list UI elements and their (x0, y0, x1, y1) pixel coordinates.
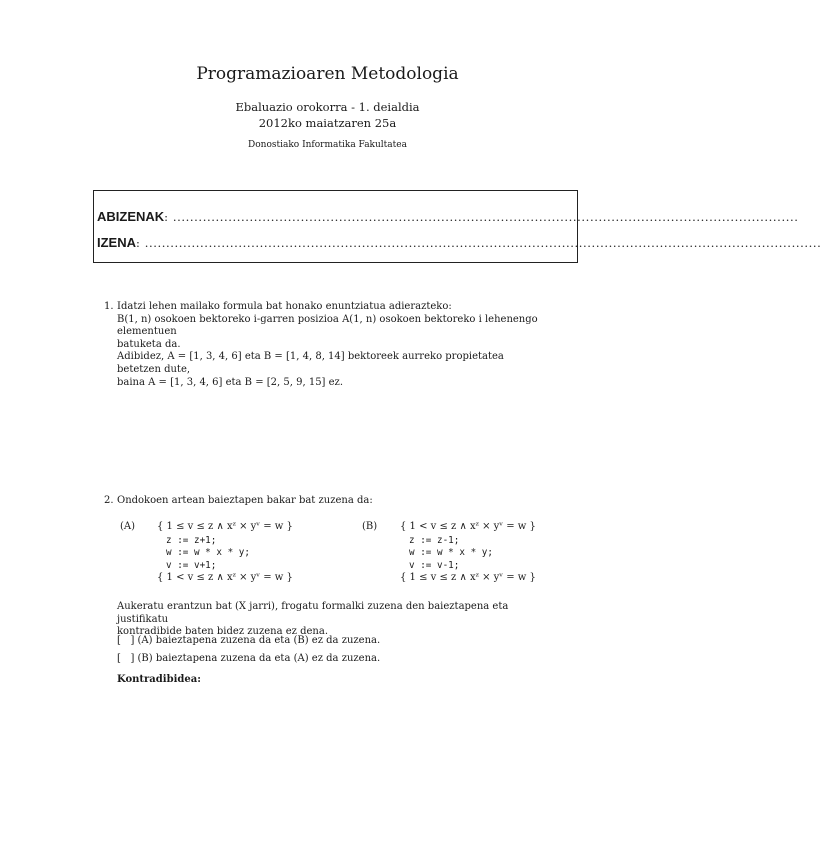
faculty: Donostiako Informatika Fakultatea (248, 140, 407, 150)
choice-a-label: (A) baieztapena zuzena da eta (B) ez da zuzena. (137, 635, 381, 646)
q1-line5: baina A = [1, 3, 4, 6] eta B = [2, 5, 9, 15] ez. (117, 376, 343, 388)
q2-instructions (117, 601, 547, 639)
option-a-code-line1: z := z+1; (166, 535, 217, 546)
choice-b[interactable] (117, 653, 380, 666)
option-b-code (409, 535, 493, 572)
option-b-precondition: { 1 < v ≤ z ∧ xᶻ × yᵛ = w } (400, 521, 536, 532)
q1-number: 1. (104, 301, 114, 312)
choice-b-checkbox[interactable]: [ ] (117, 653, 135, 664)
q2-number: 2. (104, 495, 114, 506)
option-b-code-line2: w := w * x * y; (409, 547, 493, 559)
q1-line3: batuketa da. (117, 338, 181, 350)
choice-b-label: (B) baieztapena zuzena da eta (A) ez da zuzena. (137, 653, 381, 664)
surname-field[interactable] (97, 209, 799, 224)
option-b-code-line3: v := v-1; (409, 559, 460, 571)
option-a-label: (A) (120, 521, 136, 532)
option-a-postcondition: { 1 < v ≤ z ∧ xᶻ × yᵛ = w } (157, 572, 293, 583)
q2-intro: Ondokoen artean baieztapen bakar bat zuzena da: (117, 495, 373, 506)
q1-text (117, 301, 547, 389)
choice-a-checkbox[interactable]: [ ] (117, 635, 135, 646)
surname-label: ABIZENAK (97, 209, 165, 224)
option-b-code-line1: z := z-1; (409, 535, 460, 546)
name-dots: : ............................................................................................................................................................... (136, 236, 821, 250)
counterexample-heading (117, 674, 201, 687)
name-field[interactable] (97, 235, 821, 250)
option-a-code (166, 535, 250, 572)
q2-instructions-line2: kontradibide baten bidez zuzena ez dena. (117, 626, 329, 638)
choice-a[interactable] (117, 635, 380, 648)
q2-instructions-line1: Aukeratu erantzun bat (X jarri), frogatu formalki zuzena den baieztapena eta justifikatu (117, 601, 509, 625)
option-a-code-line2: w := w * x * y; (166, 547, 250, 559)
option-a-code-line3: v := v+1; (166, 559, 217, 571)
student-info-box (93, 190, 578, 263)
option-b-label: (B) (362, 521, 378, 532)
name-label: IZENA (97, 235, 136, 250)
surname-dots: : ................................................................................................................................................... (164, 210, 799, 224)
counterexample-label: Kontradibidea: (117, 674, 201, 685)
exam-date: 2012ko maiatzaren 25a (258, 116, 397, 130)
exam-subtitle: Ebaluazio orokorra - 1. deialdia (235, 100, 420, 114)
option-a-precondition: { 1 ≤ v ≤ z ∧ xᶻ × yᵛ = w } (157, 521, 293, 532)
page-title: Programazioaren Metodologia (196, 64, 459, 84)
q1-line1: Idatzi lehen mailako formula bat honako enuntziatua adierazteko: (117, 301, 452, 312)
q1-line4: Adibidez, A = [1, 3, 4, 6] eta B = [1, 4, 8, 14] bektoreek aurreko propietatea betetzen dute, (117, 351, 504, 375)
q1-line2: B(1, n) osokoen bektoreko i-garren posizioa A(1, n) osokoen bektoreko i lehenengo elementuen (117, 313, 538, 338)
option-b-postcondition: { 1 ≤ v ≤ z ∧ xᶻ × yᵛ = w } (400, 572, 536, 583)
